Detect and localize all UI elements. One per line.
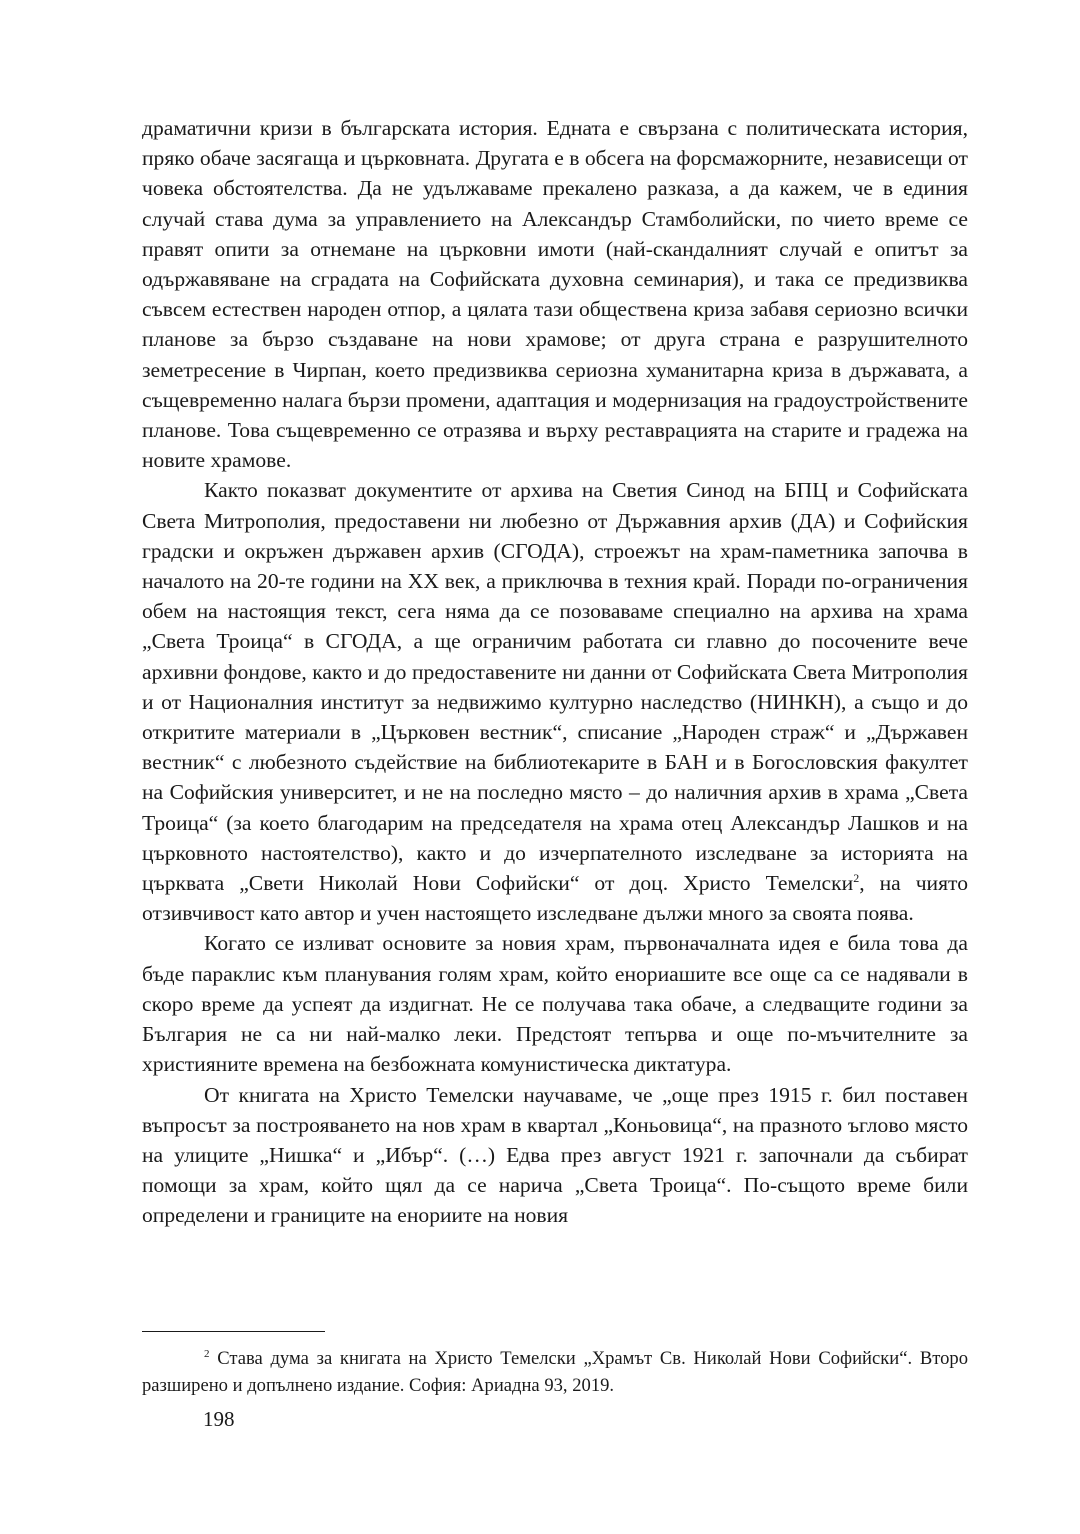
paragraph-1: драматични кризи в българската история. Едната е свързана с политическата история, пряко обаче засягаща и църковната. Другата е в обсега на форсмажорните, независещи от човека обстоятелства. Да не удължаваме прекалено разказа, а да кажем, че в единия случай става дума за управлението на Александър Стамболийски, по чието време се правят опити за отнемане на църковни имоти (най-скандалният случай е опитът за одържавяване на сградата на Софийската духовна семинария), и така се предизвиква съвсем естествен народен отпор, а цялата тази обществена криза забавя сериозно всички планове за бързо създаване на нови храмове; от друга страна е разрушителното земетресение в Чирпан, което предизвиква сериозна хуманитарна криза в държавата, а същевременно налага бързи промени, адаптация и модернизация на градоустройствените планове. Това същевременно се отразява и върху реставрацията на старите и градежа на новите храмове.: [142, 116, 968, 473]
paragraph-2-text-end: , на чиято отзивчивост като автор и учен настоящето изследване дължи много за своята поява.: [142, 871, 968, 926]
footnote: [142, 1346, 968, 1399]
footnote-reference[interactable]: 2: [853, 870, 860, 885]
body-text: [142, 113, 968, 1231]
footnote-text: Става дума за книгата на Христо Темелски „Храмът Св. Николай Нови Софийски“. Второ разширено и допълнено издание. София: Ариадна 93, 2019.: [142, 1348, 968, 1396]
paragraph-4: От книгата на Христо Темелски научаваме, че „още през 1915 г. бил поставен въпросът за построяването на нов храм в квартал „Коньовица“, на празното ъглово място на улиците „Нишка“ и „Ибър“. (…) Едва през август 1921 г. започнали да събират помощи за храм, който щял да се нарича „Света Троица“. По-същото време били определени и границите на енориите на новия: [142, 1082, 968, 1228]
page-number: 198: [203, 1407, 235, 1431]
paragraph-3: Когато се изливат основите за новия храм, първоначалната идея е била това да бъде параклис към планувания голям храм, който енориашите все още са се надявали в скоро време да успеят да издигнат. Не се получава така обаче, а следващите години за България не са ни най-малко леки. Предстоят тепърва и още по-мъчителните за християните времена на безбожната комунистическа диктатура.: [142, 931, 968, 1077]
paragraph-2: [142, 475, 968, 928]
footnote-mark: 2: [204, 1347, 210, 1360]
paragraph-2-text: Както показват документите от архива на Светия Синод на БПЦ и Софийската Света Митрополия, предоставени ни любезно от Държавния архив (ДА) и Софийския градски и окръжен държавен архив (СГОДА), строежът на храм-паметника започва в началото на 20-те години на XX век, а приключва в техния край. Поради по-ограничения обем на настоящия текст, сега няма да се позоваваме специално на архива на храма „Света Троица“ в СГОДА, а ще ограничим работата си главно до посочените вече архивни фондове, както и до предоставените ни данни от Софийската Света Митрополия и от Националния институт за недвижимо културно наследство (НИНКН), а също и до откритите материали в „Църковен вестник“, списание „Народен страж“ и „Държавен вестник“ с любезното съдействие на библиотекарите в БАН и в Богословския факултет на Софийския университет, и не на последно място – до наличния архив в храма „Света Троица“ (за което благодарим на председателя на храма отец Александър Лашков и на църковното настоятелство), както и до изчерпателното изследване за историята на църквата „Свети Николай Нови Софийски“ от доц. Христо Темелски: [142, 478, 968, 896]
footnote-divider: [142, 1331, 325, 1332]
